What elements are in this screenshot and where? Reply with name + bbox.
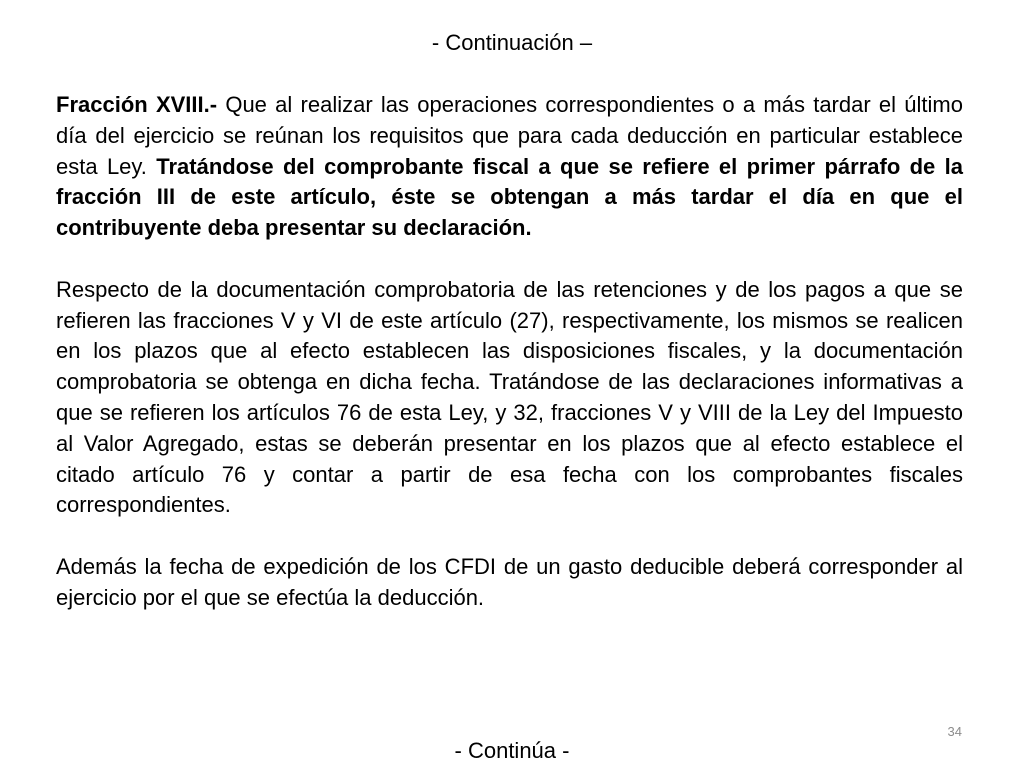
paragraph-documentacion: Respecto de la documentación comprobatoria de las retenciones y de los pagos a que se refieren las fracciones V y VI de este artículo (27), respectivamente, los mismos se realicen en los plazos que al efecto establecen las disposiciones fiscales, y la documentación comprobatoria se obtenga en dicha fecha. Tratándose de las declaraciones informativas a que se refieren los artículos 76 de esta Ley, y 32, fracciones V y VIII de la Ley del Impuesto al Valor Agregado, estas se deberán presentar en los plazos que al efecto establece el citado artículo 76 y contar a partir de esa fecha con los comprobantes fiscales correspondientes. (56, 276, 963, 518)
paragraph-fraccion-xviii (56, 90, 963, 244)
paragraph-1-text: Que al realizar las operaciones correspondientes o a más tardar el último día del ejercicio se reúnan los requisitos que para cada deducción en particular establece esta Ley. (56, 92, 963, 179)
document-body (56, 90, 963, 614)
page-number: 34 (947, 724, 962, 739)
continuation-header: - Continuación – (431, 30, 593, 55)
continues-footer: - Continúa - (454, 738, 570, 763)
fraccion-label: Fracción XVIII.- (56, 92, 218, 117)
paragraph-cfdi: Además la fecha de expedición de los CFDI de un gasto deducible deberá corresponder al ejercicio por el que se efectúa la deducción. (56, 553, 963, 610)
paragraph-1-bold-text: Tratándose del comprobante fiscal a que se refiere el primer párrafo de la fracción III de este artículo, éste se obtengan a más tardar el día en que el contribuyente deba presentar su declaración. (56, 153, 963, 241)
